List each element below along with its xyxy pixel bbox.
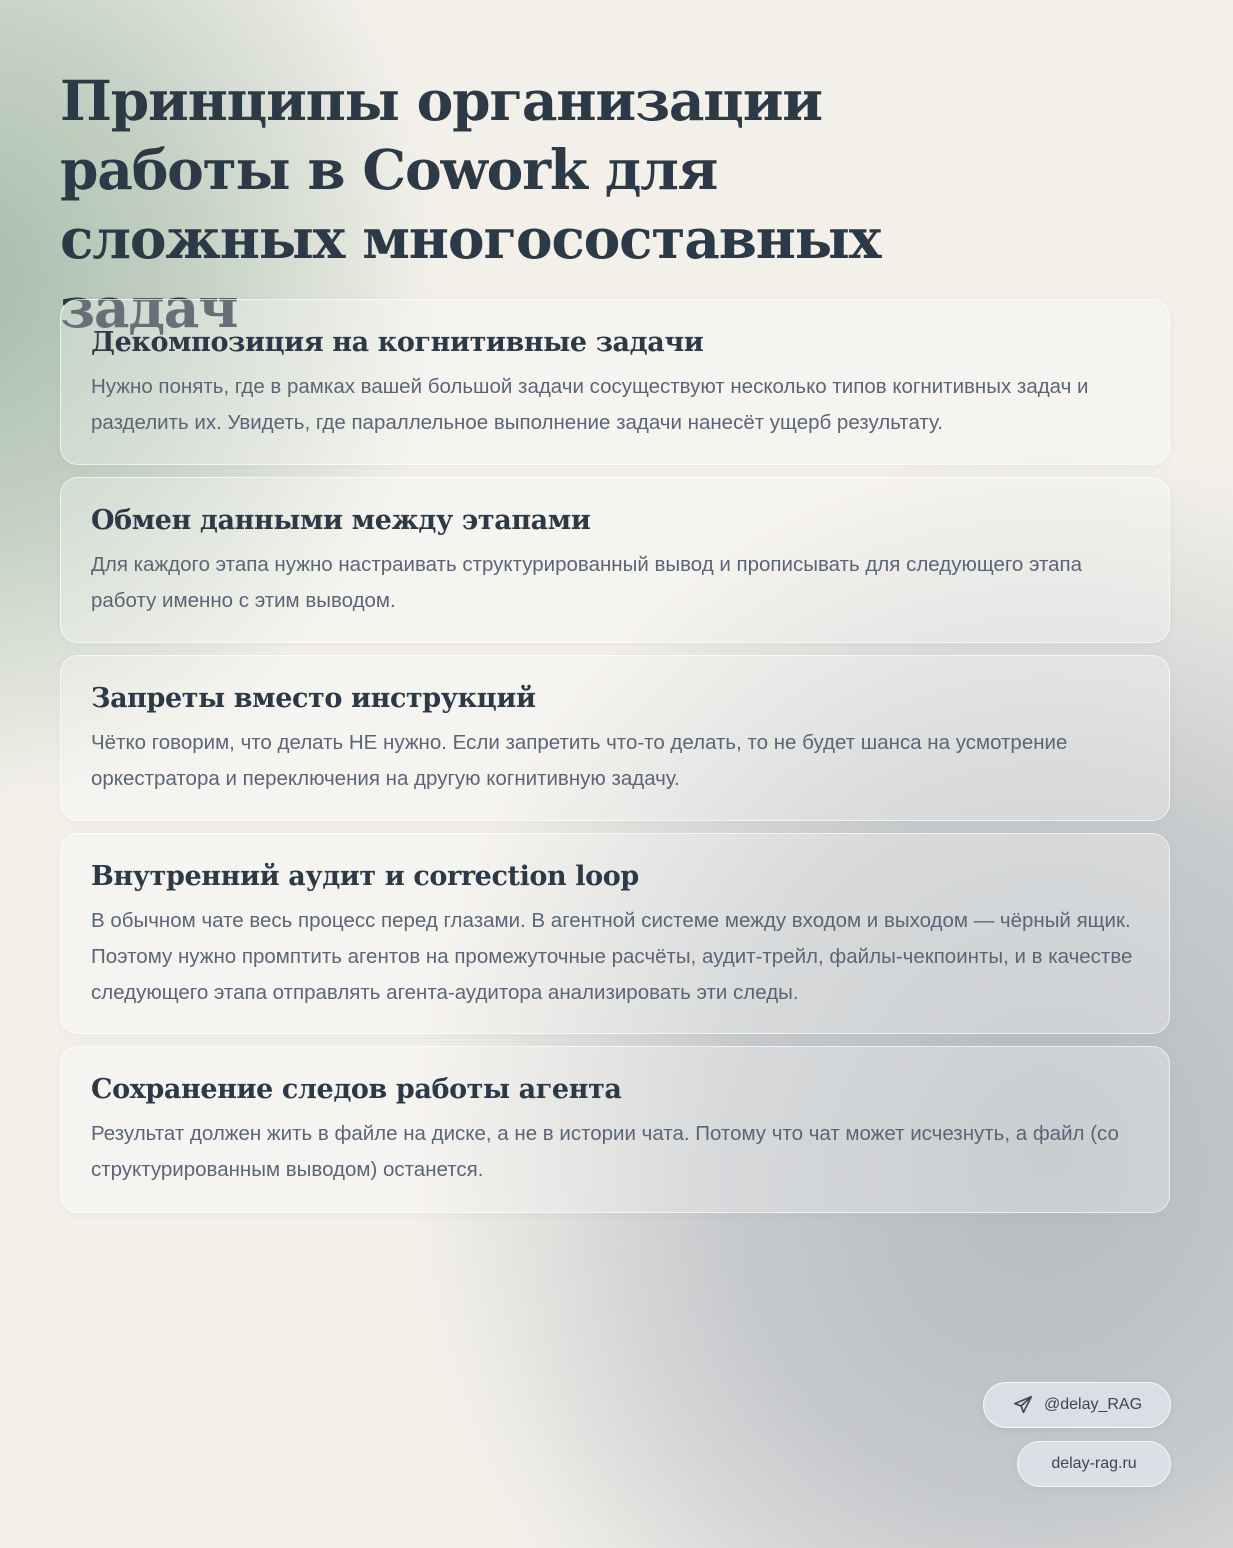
card-text: Результат должен жить в файле на диске, а не в истории чата. Потому что чат может исчезнуть, а файл (со структурированным выводом) останется. — [91, 1122, 1119, 1181]
principle-card-agent-traces — [60, 1046, 1170, 1213]
website-link-badge[interactable] — [1017, 1441, 1171, 1487]
principle-card-decomposition — [60, 299, 1170, 465]
card-title: Внутренний аудит и correction loop — [91, 861, 639, 892]
telegram-handle-badge[interactable] — [983, 1382, 1171, 1428]
principle-card-prohibitions — [60, 655, 1170, 821]
card-title: Сохранение следов работы агента — [91, 1074, 622, 1105]
paper-plane-icon — [1012, 1394, 1034, 1416]
card-title: Декомпозиция на когнитивные задачи — [91, 327, 704, 358]
card-text: Чётко говорим, что делать НЕ нужно. Если запретить что-то делать, то не будет шанса на усмотрение оркестратора и переключения на другую когнитивную задачу. — [91, 731, 1068, 790]
principle-card-data-exchange — [60, 477, 1170, 643]
telegram-handle-text: @delay_RAG — [1043, 1396, 1143, 1413]
card-title: Запреты вместо инструкций — [91, 683, 536, 714]
principle-card-internal-audit — [60, 833, 1170, 1034]
card-text: Нужно понять, где в рамках вашей большой задачи сосуществуют несколько типов когнитивных задач и разделить их. Увидеть, где параллельное выполнение задачи нанесёт ущерб результату. — [91, 375, 1089, 434]
page-title: Принципы организации работы в Cowork для сложных многосоставных задач — [60, 68, 881, 340]
website-text: delay-rag.ru — [1051, 1455, 1137, 1472]
card-text: Для каждого этапа нужно настраивать структурированный вывод и прописывать для следующего этапа работу именно с этим выводом. — [91, 553, 1083, 612]
card-title: Обмен данными между этапами — [91, 505, 591, 536]
main-content — [60, 0, 1172, 1181]
card-text: В обычном чате весь процесс перед глазами. В агентной системе между входом и выходом — чёрный ящик. Поэтому нужно промптить агентов на промежуточные расчёты, аудит-трейл, файлы-чекпоинты, и в качестве следующего этапа отправлять агента-аудитора анализировать эти следы. — [91, 909, 1133, 1004]
